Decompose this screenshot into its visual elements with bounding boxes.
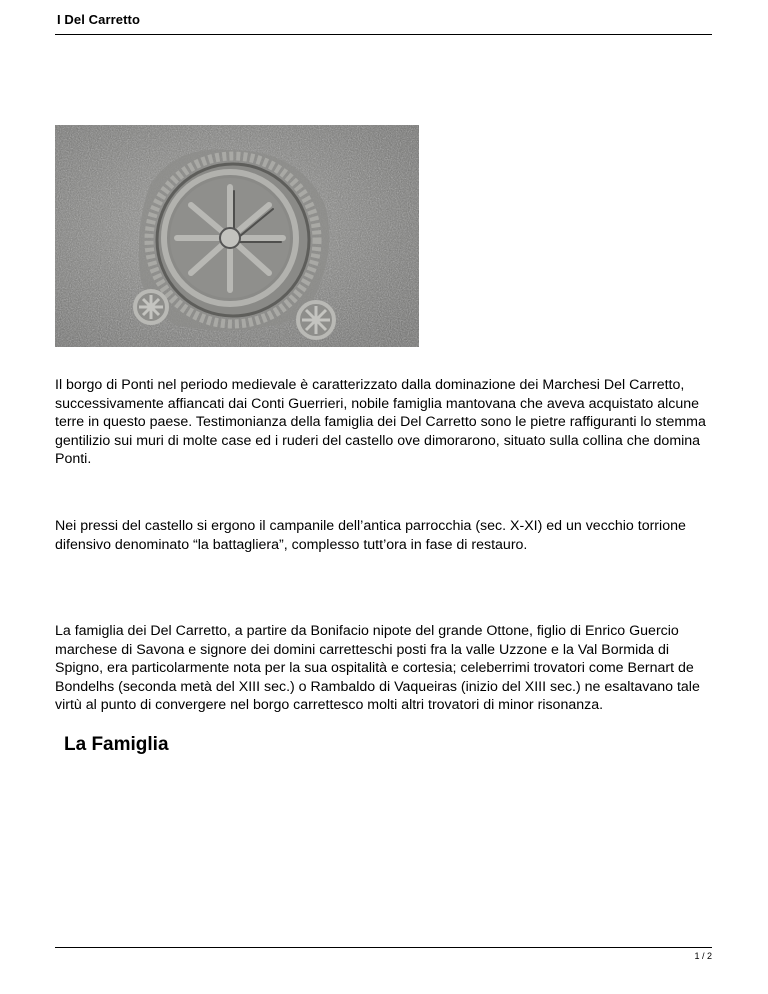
- header-divider: [55, 34, 712, 35]
- document-header-title: I Del Carretto: [57, 12, 141, 27]
- section-heading: La Famiglia: [64, 734, 169, 755]
- carved-stone-coat-of-arms-image: [55, 125, 419, 347]
- paragraph-family: La famiglia dei Del Carretto, a partire da Bonifacio nipote del grande Ottone, figlio di Enrico Guercio marchese di Savona e signore dei domini carretteschi posti fra la valle Uzzone e la Val Bormida di Spigno, era particolarmente nota per la sua ospitalità e cortesia; celeberrimi trovatori come Bernart de Bondelhs (seconda metà del XIII sec.) o Rambaldo di Vaqueiras (inizio del XIII sec.) ne esaltavano tale virtù al punto di convergere nel borgo carrettesco molti altri trovatori di minor risonanza.: [55, 623, 700, 713]
- paragraph-castle: Nei pressi del castello si ergono il campanile dell’antica parrocchia (sec. X-XI) ed un vecchio torrione difensivo denominato “la battagliera”, complesso tutt’ora in fase di restauro.: [55, 518, 686, 553]
- paragraph-intro: Il borgo di Ponti nel periodo medievale è caratterizzato dalla dominazione dei Marchesi Del Carretto, successivamente affiancati dai Conti Guerrieri, nobile famiglia mantovana che aveva acquistato alcune terre in questo paese. Testimonianza della famiglia dei Del Carretto sono le pietre raffiguranti lo stemma gentilizio sui muri di molte case ed i ruderi del castello ove dimorarono, situato sulla collina che domina Ponti.: [55, 377, 706, 467]
- page-number: 1 / 2: [694, 951, 712, 961]
- footer-divider: [55, 947, 712, 948]
